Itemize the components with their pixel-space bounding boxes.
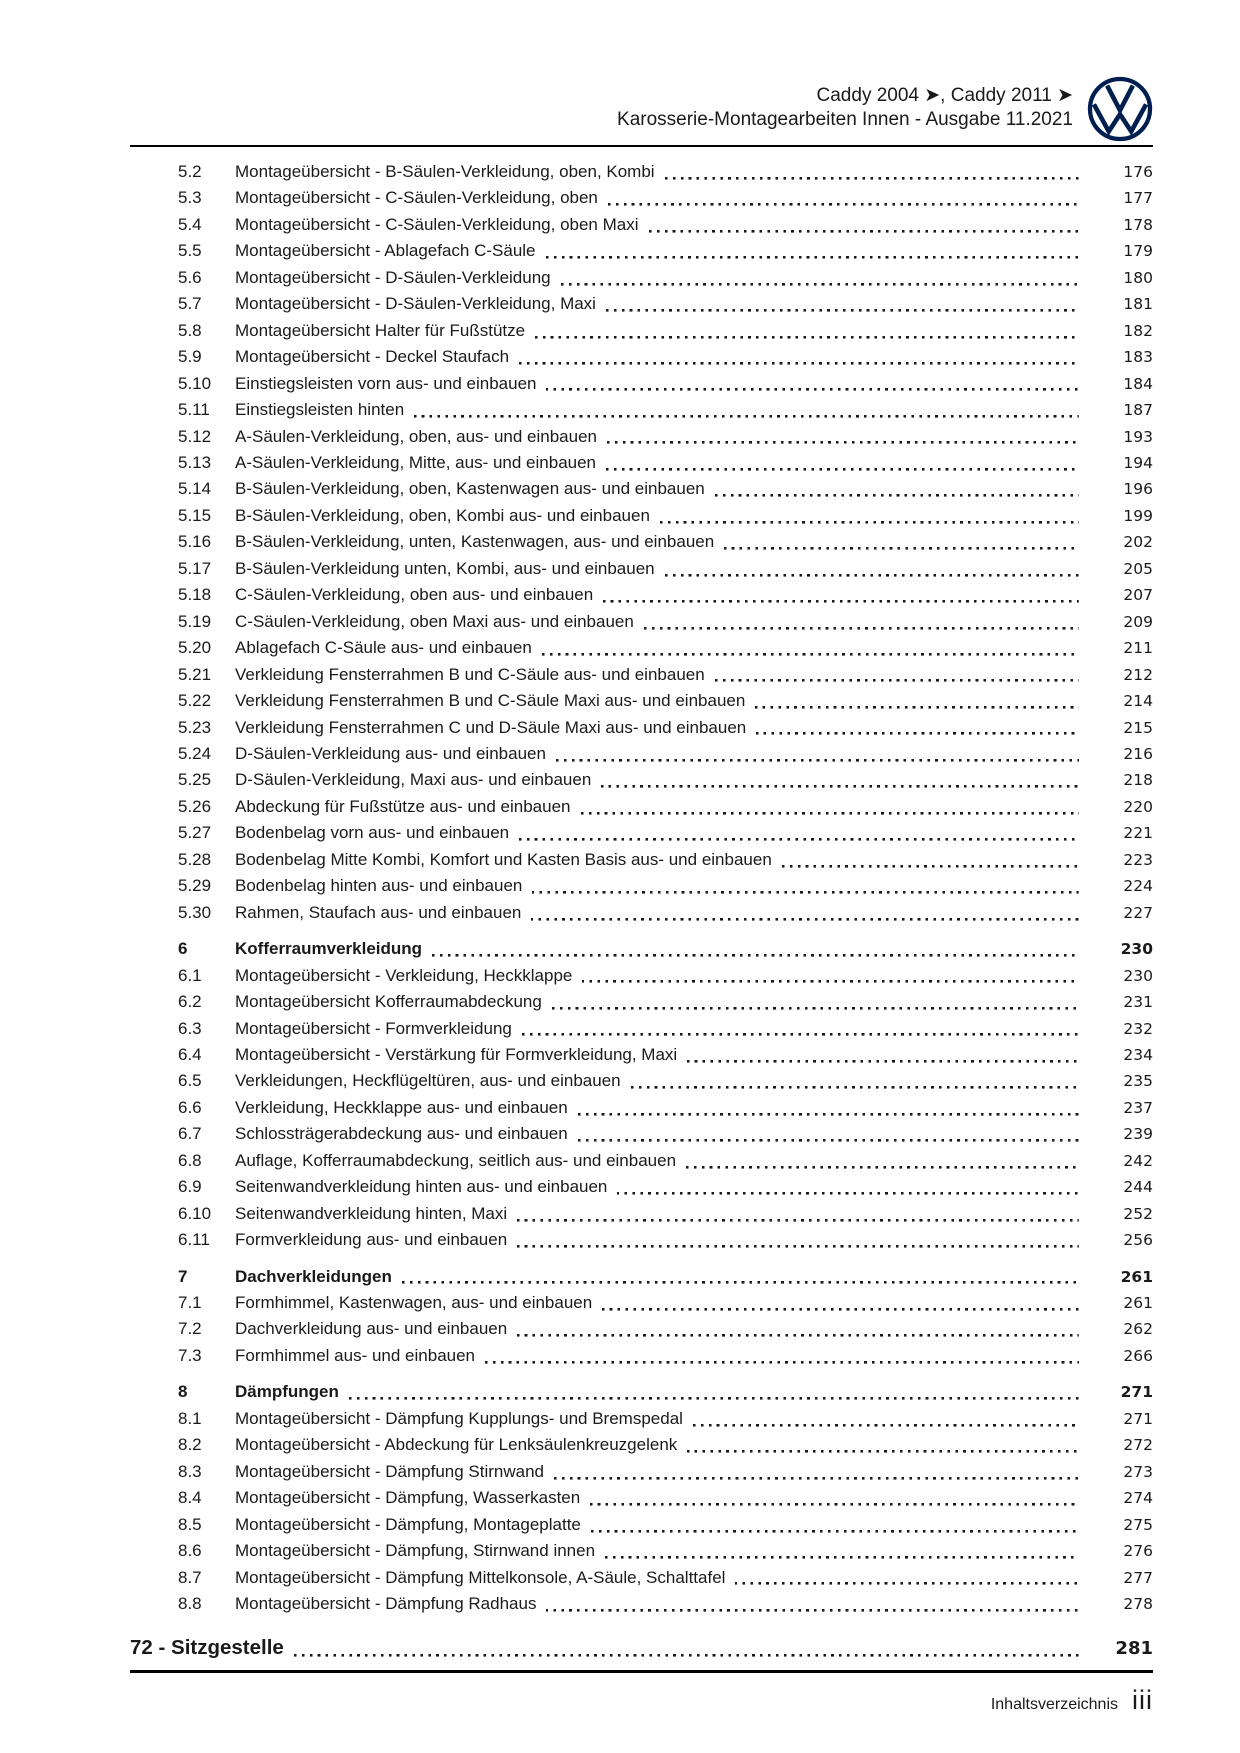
toc-row	[130, 873, 1153, 899]
toc-row	[130, 609, 1153, 635]
toc-row-number: 5.30	[178, 902, 212, 922]
page-footer	[130, 1685, 1153, 1716]
dot-leader	[735, 1565, 1079, 1591]
header-models: Caddy 2004 ➤, Caddy 2011 ➤	[816, 85, 1073, 106]
toc-row-number: 6.5	[178, 1071, 202, 1091]
toc-row	[130, 1432, 1153, 1458]
toc-row-page: 271	[1120, 1383, 1153, 1402]
toc-row	[130, 291, 1153, 317]
toc-row-number: 6.1	[178, 965, 202, 985]
toc-row-title: Montageübersicht Kofferraumabdeckung	[235, 992, 542, 1012]
toc-row	[130, 847, 1153, 873]
toc-row-number: 5.26	[178, 796, 212, 816]
toc-row	[130, 344, 1153, 370]
toc-row	[130, 476, 1153, 502]
toc-row-page: 196	[1123, 480, 1153, 499]
toc-row-title: Einstiegsleisten vorn aus- und einbauen	[235, 373, 537, 393]
dot-leader	[517, 1316, 1079, 1342]
toc-row-title: D-Säulen-Verkleidung aus- und einbauen	[235, 743, 546, 763]
toc-row	[130, 1095, 1153, 1121]
toc-chapter-page: 281	[1115, 1638, 1153, 1660]
toc-row-title: Seitenwandverkleidung hinten aus- und einbauen	[235, 1177, 608, 1197]
toc-row-title: Montageübersicht - Dämpfung Kupplungs- und Bremspedal	[235, 1408, 683, 1428]
toc-row	[130, 688, 1153, 714]
toc-row-page: 176	[1123, 163, 1153, 181]
toc-row-number: 5.29	[178, 876, 212, 896]
dot-leader	[517, 1227, 1079, 1253]
toc-row-number: 8.7	[178, 1567, 202, 1587]
footer-page-number: iii	[1132, 1685, 1153, 1716]
toc-row-title: B-Säulen-Verkleidung, oben, Kastenwagen aus- und einbauen	[235, 479, 705, 499]
toc-row-page: 232	[1123, 1019, 1153, 1038]
toc-row	[130, 1016, 1153, 1042]
toc-row-title: Verkleidung Fensterrahmen C und D-Säule Maxi aus- und einbauen	[235, 717, 747, 737]
toc-row	[130, 741, 1153, 767]
dot-leader	[578, 1095, 1079, 1121]
toc-row-title: Montageübersicht - D-Säulen-Verkleidung, Maxi	[235, 294, 596, 314]
toc-row-number: 6.11	[178, 1230, 210, 1250]
dot-leader	[631, 1068, 1079, 1094]
toc-row-number: 7.3	[178, 1345, 202, 1365]
toc-row-number: 8.4	[178, 1488, 202, 1508]
toc-row-title: Einstiegsleisten hinten	[235, 400, 405, 420]
dot-leader	[715, 662, 1079, 688]
toc-row	[130, 794, 1153, 820]
toc-row-title: Montageübersicht - Dämpfung, Stirnwand innen	[235, 1541, 596, 1561]
toc-row	[130, 1406, 1153, 1432]
toc-row	[130, 159, 1153, 185]
toc-row-number: 5.7	[178, 294, 202, 314]
toc-row-title: Montageübersicht - B-Säulen-Verkleidung, oben, Kombi	[235, 162, 655, 181]
toc-row	[130, 1068, 1153, 1094]
toc-row	[130, 1148, 1153, 1174]
toc-row-title: Bodenbelag hinten aus- und einbauen	[235, 876, 523, 896]
toc-row-page: 220	[1123, 797, 1153, 816]
dot-leader	[546, 238, 1079, 264]
dot-leader	[755, 688, 1079, 714]
toc-row-page: 211	[1123, 639, 1153, 658]
toc-row	[130, 1538, 1153, 1564]
toc-row-number: 5.22	[178, 691, 212, 711]
toc-row-number: 8	[178, 1382, 188, 1402]
toc-row-page: 261	[1123, 1294, 1153, 1313]
toc-row	[130, 662, 1153, 688]
toc-row	[130, 1227, 1153, 1253]
dot-leader	[546, 371, 1079, 397]
toc-row-page: 184	[1123, 374, 1153, 393]
toc-row-page: 194	[1123, 453, 1153, 472]
toc-row	[130, 265, 1153, 291]
dot-leader	[660, 503, 1079, 529]
toc-row-page: 218	[1123, 771, 1153, 790]
toc-row-number: 5.17	[178, 558, 212, 578]
toc-row-page: 271	[1123, 1409, 1153, 1428]
toc-row-number: 6.4	[178, 1044, 202, 1064]
toc-row	[130, 1174, 1153, 1200]
dot-leader	[542, 635, 1079, 661]
toc-row-title: Montageübersicht - Deckel Staufach	[235, 347, 510, 367]
dot-leader	[519, 344, 1079, 370]
toc-row-page: 216	[1123, 744, 1153, 763]
toc-row	[130, 212, 1153, 238]
toc-row-title: Verkleidung, Heckklappe aus- und einbauen	[235, 1097, 568, 1117]
toc-row-title: Montageübersicht - Dämpfung Mittelkonsole, A-Säule, Schalttafel	[235, 1567, 726, 1587]
toc-row	[130, 238, 1153, 264]
toc-row-number: 7.2	[178, 1319, 202, 1339]
toc-row	[130, 1343, 1153, 1369]
toc-row-number: 5.5	[178, 241, 202, 261]
toc-row-title: Bodenbelag vorn aus- und einbauen	[235, 823, 510, 843]
toc-row-page: 187	[1123, 401, 1153, 420]
toc-row-title: Dämpfungen	[235, 1382, 339, 1402]
dot-leader	[535, 318, 1079, 344]
toc-row-title: A-Säulen-Verkleidung, oben, aus- und einbauen	[235, 426, 597, 446]
toc-row	[130, 397, 1153, 423]
toc-chapter-row	[130, 1633, 1153, 1664]
toc-row	[130, 556, 1153, 582]
toc-row-page: 275	[1123, 1515, 1153, 1534]
dot-leader	[617, 1174, 1079, 1200]
toc-row-page: 274	[1123, 1489, 1153, 1508]
dot-leader	[552, 989, 1079, 1015]
dot-leader	[591, 1512, 1079, 1538]
footer-rule	[130, 1670, 1153, 1673]
dot-leader	[517, 1201, 1079, 1227]
dot-leader	[602, 1290, 1079, 1316]
toc-row-page: 261	[1120, 1267, 1153, 1286]
toc-row-number: 6	[178, 939, 188, 959]
dot-leader	[561, 265, 1079, 291]
toc-row-number: 5.6	[178, 267, 202, 287]
toc-row-page: 230	[1120, 940, 1153, 959]
toc-row-page: 212	[1123, 665, 1153, 684]
toc-row-title: Montageübersicht - Dämpfung Radhaus	[235, 1594, 537, 1614]
toc-row-number: 5.9	[178, 347, 202, 367]
page-header	[130, 0, 1153, 142]
toc-row	[130, 1512, 1153, 1538]
dot-leader	[578, 1121, 1079, 1147]
toc-row-page: 256	[1123, 1231, 1153, 1250]
toc-row-title: C-Säulen-Verkleidung, oben aus- und einbauen	[235, 585, 594, 605]
toc-row-page: 180	[1123, 268, 1153, 287]
toc-row-page: 224	[1123, 877, 1153, 896]
dot-leader	[532, 873, 1079, 899]
toc-row-number: 5.8	[178, 320, 202, 340]
toc-row-page: 183	[1123, 348, 1153, 367]
toc-row-title: Kofferraumverkleidung	[235, 939, 423, 959]
toc-row-page: 178	[1123, 215, 1153, 234]
toc-row-number: 5.27	[178, 823, 212, 843]
dot-leader	[724, 529, 1079, 555]
dot-leader	[782, 847, 1079, 873]
toc-row-title: A-Säulen-Verkleidung, Mitte, aus- und einbauen	[235, 452, 597, 472]
toc-row	[130, 1264, 1153, 1290]
toc-row-number: 7	[178, 1266, 188, 1286]
toc-row-title: Montageübersicht - Dämpfung Stirnwand	[235, 1461, 544, 1481]
toc-row-title: Dachverkleidungen	[235, 1266, 392, 1286]
toc-row-number: 6.7	[178, 1124, 202, 1144]
dot-leader	[756, 715, 1079, 741]
toc-row-page: 214	[1123, 692, 1153, 711]
toc-row-number: 5.19	[178, 611, 212, 631]
dot-leader	[686, 1148, 1079, 1174]
dot-leader	[432, 936, 1079, 962]
dot-leader	[649, 212, 1079, 238]
toc-row	[130, 936, 1153, 962]
toc-row-title: Montageübersicht - D-Säulen-Verkleidung	[235, 267, 551, 287]
toc-row-page: 272	[1123, 1436, 1153, 1455]
dot-leader	[349, 1379, 1079, 1405]
dot-leader	[522, 1016, 1079, 1042]
dot-leader	[603, 582, 1079, 608]
toc-row-number: 5.24	[178, 743, 212, 763]
toc-row	[130, 989, 1153, 1015]
toc-row	[130, 450, 1153, 476]
toc-row-title: Montageübersicht - Dämpfung, Montageplatte	[235, 1514, 581, 1534]
toc-row-number: 5.4	[178, 214, 202, 234]
header-rule	[130, 145, 1153, 147]
toc-row-number: 5.28	[178, 849, 212, 869]
toc-row-page: 202	[1123, 533, 1153, 552]
dot-leader	[644, 609, 1079, 635]
toc-row-page: 179	[1123, 242, 1153, 261]
dot-leader	[693, 1406, 1079, 1432]
dot-leader	[581, 794, 1080, 820]
toc-row-title: C-Säulen-Verkleidung, oben Maxi aus- und einbauen	[235, 611, 634, 631]
toc-row-title: Verkleidungen, Heckflügeltüren, aus- und einbauen	[235, 1071, 621, 1091]
toc-row-title: Ablagefach C-Säule aus- und einbauen	[235, 638, 532, 658]
toc-row-number: 6.3	[178, 1018, 202, 1038]
dot-leader	[590, 1485, 1079, 1511]
toc-row-number: 5.10	[178, 373, 212, 393]
toc-row-title: D-Säulen-Verkleidung, Maxi aus- und einbauen	[235, 770, 592, 790]
toc-row-number: 6.8	[178, 1150, 202, 1170]
toc-row-number: 7.1	[178, 1293, 202, 1313]
toc-row-title: Verkleidung Fensterrahmen B und C-Säule Maxi aus- und einbauen	[235, 691, 746, 711]
toc-row-page: 237	[1123, 1098, 1153, 1117]
dot-leader	[715, 476, 1079, 502]
toc-row	[130, 185, 1153, 211]
header-subtitle: Karosserie-Montagearbeiten Innen - Ausgabe 11.2021	[617, 109, 1073, 130]
toc-row-page: 239	[1123, 1125, 1153, 1144]
toc-row-page: 223	[1123, 850, 1153, 869]
dot-leader	[606, 291, 1079, 317]
toc-row-page: 215	[1123, 718, 1153, 737]
toc-row-title: B-Säulen-Verkleidung, oben, Kombi aus- und einbauen	[235, 505, 650, 525]
toc-row	[130, 1316, 1153, 1342]
toc-row-page: 235	[1123, 1072, 1153, 1091]
toc-row-number: 5.23	[178, 717, 212, 737]
toc-row-title: Formverkleidung aus- und einbauen	[235, 1230, 508, 1250]
toc-row-title: Montageübersicht - C-Säulen-Verkleidung, oben Maxi	[235, 214, 639, 234]
toc-row-title: Montageübersicht - Ablagefach C-Säule	[235, 241, 536, 261]
toc-row-page: 231	[1123, 993, 1153, 1012]
toc-row-number: 5.20	[178, 638, 212, 658]
toc-row-page: 182	[1123, 321, 1153, 340]
toc-row-number: 6.2	[178, 992, 202, 1012]
toc-row-number: 5.3	[178, 188, 202, 208]
toc-row-title: Montageübersicht - C-Säulen-Verkleidung, oben	[235, 188, 598, 208]
toc-row	[130, 582, 1153, 608]
toc-row-page: 244	[1123, 1178, 1153, 1197]
toc-row-page: 193	[1123, 427, 1153, 446]
toc-row-page: 252	[1123, 1204, 1153, 1223]
toc-row	[130, 1201, 1153, 1227]
toc-chapter-title: 72 - Sitzgestelle	[130, 1636, 284, 1660]
dot-leader	[519, 820, 1079, 846]
toc-row	[130, 1121, 1153, 1147]
toc-row-title: Verkleidung Fensterrahmen B und C-Säule aus- und einbauen	[235, 664, 705, 684]
toc-row-title: Abdeckung für Fußstütze aus- und einbauen	[235, 796, 571, 816]
toc-row-page: 273	[1123, 1462, 1153, 1481]
toc-row-number: 5.15	[178, 505, 212, 525]
toc-row-number: 5.16	[178, 532, 212, 552]
toc-row-number: 5.18	[178, 585, 212, 605]
toc-row	[130, 1591, 1153, 1617]
toc-row-number: 5.14	[178, 479, 212, 499]
dot-leader	[665, 159, 1079, 185]
toc-row	[130, 1485, 1153, 1511]
toc-row-page: 278	[1123, 1595, 1153, 1614]
toc-row-number: 5.25	[178, 770, 212, 790]
toc-row-number: 5.2	[178, 162, 202, 181]
toc-row-title: Montageübersicht - Formverkleidung	[235, 1018, 512, 1038]
dot-leader	[531, 900, 1079, 926]
toc-row-title: Montageübersicht - Abdeckung für Lenksäulenkreuzgelenk	[235, 1435, 678, 1455]
dot-leader	[402, 1264, 1079, 1290]
toc-list	[130, 159, 1153, 1617]
dot-leader	[556, 741, 1079, 767]
footer-label: Inhaltsverzeichnis	[990, 1696, 1118, 1714]
toc-row-page: 207	[1123, 586, 1153, 605]
toc-row	[130, 1290, 1153, 1316]
dot-leader	[687, 1042, 1079, 1068]
dot-leader	[601, 767, 1079, 793]
toc-row-page: 181	[1123, 295, 1153, 314]
toc-row-number: 8.8	[178, 1594, 202, 1614]
toc-row-title: Dachverkleidung aus- und einbauen	[235, 1319, 508, 1339]
toc-row-title: Bodenbelag Mitte Kombi, Komfort und Kasten Basis aus- und einbauen	[235, 849, 772, 869]
toc-row	[130, 1565, 1153, 1591]
vw-logo-icon	[1087, 76, 1153, 142]
toc-row-page: 209	[1123, 612, 1153, 631]
toc-row-title: Seitenwandverkleidung hinten, Maxi	[235, 1203, 508, 1223]
toc-row-page: 230	[1123, 966, 1153, 985]
toc-row-number: 8.6	[178, 1541, 202, 1561]
toc-row	[130, 529, 1153, 555]
toc-row-page: 242	[1123, 1151, 1153, 1170]
toc-row	[130, 503, 1153, 529]
toc-row-page: 205	[1123, 559, 1153, 578]
toc-row	[130, 1459, 1153, 1485]
toc-row-page: 276	[1123, 1542, 1153, 1561]
dot-leader	[608, 185, 1079, 211]
toc-row-number: 8.2	[178, 1435, 202, 1455]
toc-row-number: 8.3	[178, 1461, 202, 1481]
toc-row-number: 6.10	[178, 1203, 212, 1223]
toc-row-page: 234	[1123, 1045, 1153, 1064]
toc-row	[130, 1042, 1153, 1068]
toc-row-title: Montageübersicht Halter für Fußstütze	[235, 320, 526, 340]
toc-row-number: 8.1	[178, 1408, 202, 1428]
toc-row-title: B-Säulen-Verkleidung, unten, Kastenwagen, aus- und einbauen	[235, 532, 715, 552]
toc-row-number: 5.13	[178, 452, 212, 472]
toc-row	[130, 767, 1153, 793]
dot-leader	[554, 1459, 1079, 1485]
dot-leader	[546, 1591, 1079, 1617]
dot-leader	[605, 1538, 1079, 1564]
toc-row-page: 221	[1123, 824, 1153, 843]
toc-row-number: 5.12	[178, 426, 212, 446]
toc-row-title: Schlossträgerabdeckung aus- und einbauen	[235, 1124, 568, 1144]
toc-row-page: 262	[1123, 1320, 1153, 1339]
toc-row	[130, 635, 1153, 661]
header-text	[617, 76, 1073, 132]
dot-leader	[582, 963, 1079, 989]
toc-row-number: 6.9	[178, 1177, 202, 1197]
toc-row-page: 266	[1123, 1346, 1153, 1365]
toc-row-title: Montageübersicht - Verkleidung, Heckklappe	[235, 965, 573, 985]
toc-row	[130, 371, 1153, 397]
toc-row-page: 277	[1123, 1568, 1153, 1587]
toc-row-page: 177	[1123, 189, 1153, 208]
toc-row-number: 6.6	[178, 1097, 202, 1117]
toc-row-number: 8.5	[178, 1514, 202, 1534]
dot-leader	[687, 1432, 1079, 1458]
toc-row	[130, 900, 1153, 926]
toc-row-title: Rahmen, Staufach aus- und einbauen	[235, 902, 522, 922]
toc-row-title: Formhimmel aus- und einbauen	[235, 1345, 476, 1365]
toc-row-title: Montageübersicht - Dämpfung, Wasserkasten	[235, 1488, 581, 1508]
toc-row-page: 199	[1123, 506, 1153, 525]
toc-row-number: 5.11	[178, 400, 210, 420]
toc-row-page: 227	[1123, 903, 1153, 922]
dot-leader	[485, 1343, 1079, 1369]
toc-row	[130, 1379, 1153, 1405]
toc-row-title: Montageübersicht - Verstärkung für Formverkleidung, Maxi	[235, 1044, 678, 1064]
dot-leader	[414, 397, 1079, 423]
dot-leader	[606, 450, 1079, 476]
dot-leader	[665, 556, 1079, 582]
toc-row-title: Formhimmel, Kastenwagen, aus- und einbauen	[235, 1293, 593, 1313]
dot-leader	[607, 424, 1079, 450]
toc-row-number: 5.21	[178, 664, 212, 684]
toc-row	[130, 318, 1153, 344]
dot-leader	[294, 1633, 1079, 1664]
toc-row	[130, 820, 1153, 846]
toc-row-title: B-Säulen-Verkleidung unten, Kombi, aus- und einbauen	[235, 558, 655, 578]
toc-row-title: Auflage, Kofferraumabdeckung, seitlich aus- und einbauen	[235, 1150, 677, 1170]
toc-row	[130, 424, 1153, 450]
toc-row	[130, 715, 1153, 741]
toc-row	[130, 963, 1153, 989]
